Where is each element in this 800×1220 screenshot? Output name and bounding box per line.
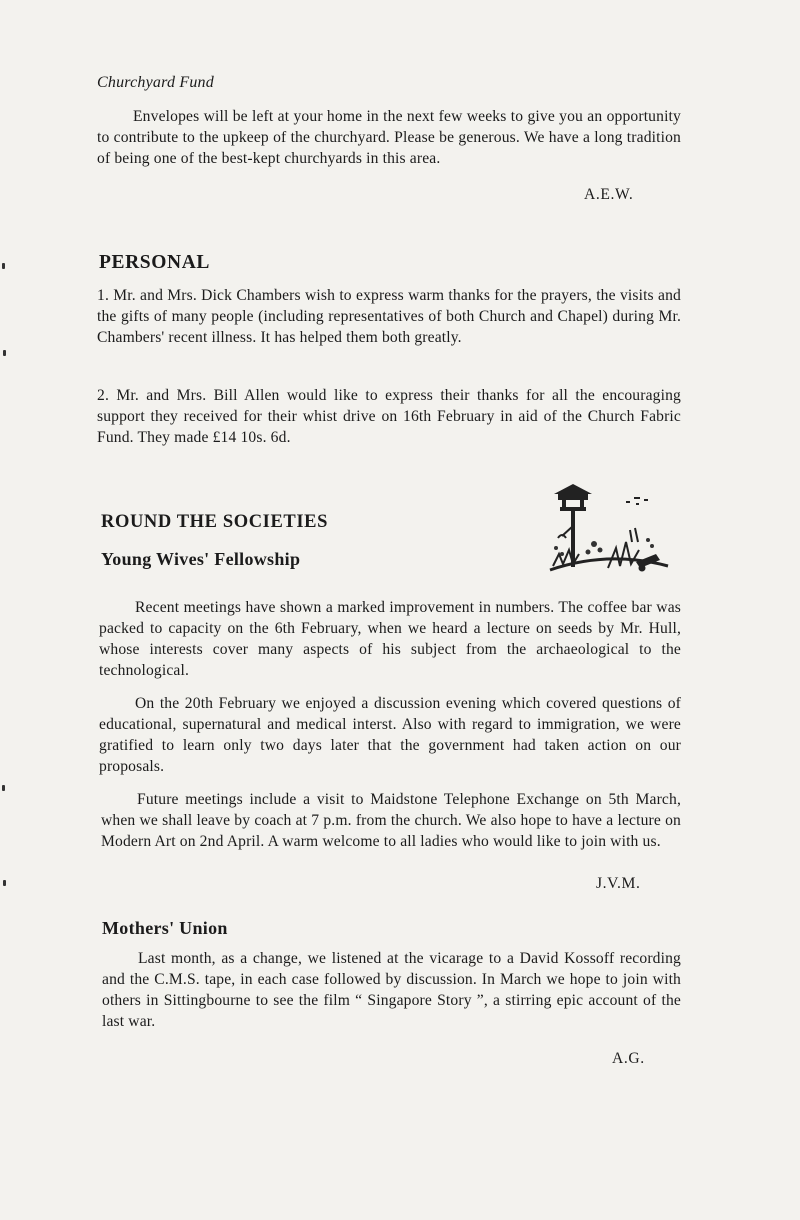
garden-birdtable-icon	[548, 480, 670, 580]
margin-mark	[2, 785, 5, 791]
round-the-societies-heading: ROUND THE SOCIETIES	[101, 512, 328, 532]
churchyard-signature: A.E.W.	[584, 186, 634, 203]
mothers-union-heading: Mothers' Union	[102, 918, 228, 938]
mothers-union-paragraph: Last month, as a change, we listened at the vicarage to a David Kossoff recording and the C.M.S. tape, in each case followed by discussion. In March we hope to join with others in Sittingbourne to see the film “ Singapore Story ”, a stirring epic account of the last war.	[102, 950, 681, 1030]
margin-mark	[3, 350, 6, 356]
personal-item-1: 1. Mr. and Mrs. Dick Chambers wish to express warm thanks for the prayers, the visits and the gifts of many people (including representatives of both Church and Chapel) during Mr. Chambers' recent illness. It has helped them both greatly.	[97, 287, 681, 346]
margin-mark	[2, 263, 5, 269]
mothers-union-signature: A.G.	[612, 1050, 645, 1067]
ywf-paragraph-2: On the 20th February we enjoyed a discussion evening which covered questions of educational, supernatural and medical interst. Also with regard to immigration, we were gratified to learn only two days later that the government had taken action on our proposals.	[99, 695, 681, 775]
personal-item-2: 2. Mr. and Mrs. Bill Allen would like to express their thanks for all the encouraging support they received for their whist drive on 16th February in aid of the Church Fabric Fund. They made £14 10s. 6d.	[97, 387, 681, 446]
margin-mark	[3, 880, 6, 886]
churchyard-fund-heading: Churchyard Fund	[97, 74, 214, 91]
ywf-signature: J.V.M.	[596, 875, 641, 892]
churchyard-fund-paragraph: Envelopes will be left at your home in the next few weeks to give you an opportunity to contribute to the upkeep of the churchyard. Please be generous. We have a long tradition of being one of the best-kept churchyards in this area.	[97, 108, 681, 167]
ywf-paragraph-3: Future meetings include a visit to Maidstone Telephone Exchange on 5th March, when we shall leave by coach at 7 p.m. from the church. We also hope to have a lecture on Modern Art on 2nd April. A warm welcome to all ladies who would like to join with us.	[101, 791, 681, 850]
young-wives-heading: Young Wives' Fellowship	[101, 549, 301, 569]
ywf-paragraph-1: Recent meetings have shown a marked improvement in numbers. The coffee bar was packed to capacity on the 6th February, when we heard a lecture on seeds by Mr. Hull, whose interests cover many aspects of his subject from the archaeological to the technological.	[99, 599, 681, 679]
personal-heading: PERSONAL	[99, 252, 210, 273]
